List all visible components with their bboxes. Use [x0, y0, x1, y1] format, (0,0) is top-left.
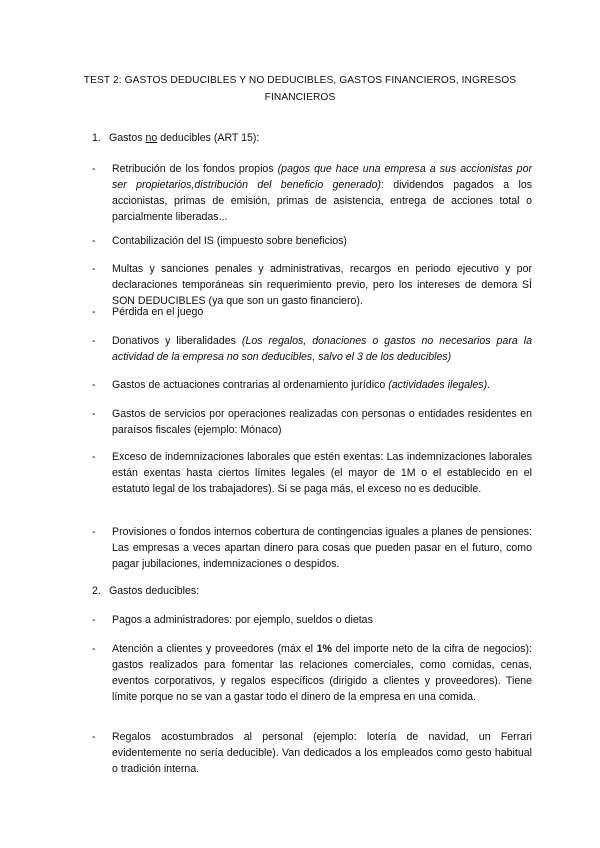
bullet-marker: -	[92, 379, 96, 391]
document-title: TEST 2: GASTOS DEDUCIBLES Y NO DEDUCIBLES, GASTOS FINANCIEROS, INGRESOS FINANCIEROS	[83, 75, 517, 103]
item-text: Retribución de los fondos propios	[112, 163, 278, 175]
item-text: Contabilización del IS (impuesto sobre beneficios)	[112, 235, 347, 247]
bullet-marker: -	[92, 526, 96, 538]
bullet-marker: -	[92, 335, 96, 347]
section-text-post: deducibles (ART 15):	[157, 132, 260, 144]
bullet-marker: -	[92, 451, 96, 463]
section-text-pre: Gastos	[109, 132, 146, 144]
item-italic: (actividades ilegales)	[388, 379, 488, 391]
bullet-marker: -	[92, 614, 96, 626]
item-text: Gastos de servicios por operaciones realizadas con personas o entidades residentes en paraísos fiscales (ejemplo: Mónaco)	[112, 408, 532, 436]
item-text-pre: Atención a clientes y proveedores (máx el	[112, 643, 317, 655]
section-text: Gastos deducibles:	[109, 585, 200, 597]
item-bold: 1%	[316, 643, 332, 655]
item-text: Provisiones o fondos internos cobertura de contingencias iguales a planes de pensiones: Las empresas a veces apartan dinero para cosas que pueden pasar en el futuro, como pagar jubilaciones, indemnizaciones o despidos.	[112, 526, 532, 570]
item-italic: (Los regalos, donaciones o gastos no necesarios para la actividad de la empresa no son deducibles, salvo el 3 de los deducibles)	[112, 335, 532, 363]
item-after: .	[487, 379, 491, 391]
bullet-marker: -	[92, 163, 96, 175]
item-italic: (pagos que hace una empresa a sus accionistas por ser propietarios,distribución del beneficio generado)	[112, 163, 532, 191]
item-text: Donativos y liberalidades	[112, 335, 242, 347]
bullet-marker: -	[92, 235, 96, 247]
bullet-marker: -	[92, 306, 96, 318]
item-text: Exceso de indemnizaciones laborales que estén exentas: Las indemnizaciones laborales están exentas hasta ciertos límites legales (el mayor de 1M o el establecido en el estatuto legal de los trabajadores). Si se paga más, el exceso no es deducible.	[112, 451, 532, 495]
item-text: Gastos de actuaciones contrarias al ordenamiento jurídico	[112, 379, 389, 391]
bullet-marker: -	[92, 643, 96, 655]
item-text: Multas y sanciones penales y administrativas, recargos en periodo ejecutivo y por declaraciones temporáneas sin requerimiento previo, pero los intereses de demora SÍ SON DEDUCIBLES (ya que son un gasto financiero).	[112, 263, 532, 307]
bullet-marker: -	[92, 263, 96, 275]
item-text: Pagos a administradores: por ejemplo, sueldos o dietas	[112, 614, 373, 626]
item-after: : dividendos pagados a los accionistas, primas de emisión, primas de asistencia, entrega de acciones total o parcialmente liberadas...	[112, 179, 533, 223]
section-text-underlined: no	[145, 132, 158, 144]
bullet-marker: -	[92, 408, 96, 420]
item-text: Regalos acostumbrados al personal (ejemplo: lotería de navidad, un Ferrari evidentemente no sería deducible). Van dedicados a los empleados como gesto habitual o tradición interna.	[112, 731, 532, 775]
section-number: 1.	[92, 132, 101, 144]
item-text: Pérdida en el juego	[112, 306, 204, 318]
item-text-post: del importe neto de la cifra de negocios): gastos realizados para fomentar las relaciones comerciales, como comidas, cenas, eventos corporativos, y regalos específicos (dirigido a clientes y proveedores). Tiene límite porque no se van a gastar todo el dinero de la empresa en una comida.	[112, 643, 532, 703]
section-number: 2.	[92, 585, 101, 597]
bullet-marker: -	[92, 731, 96, 743]
